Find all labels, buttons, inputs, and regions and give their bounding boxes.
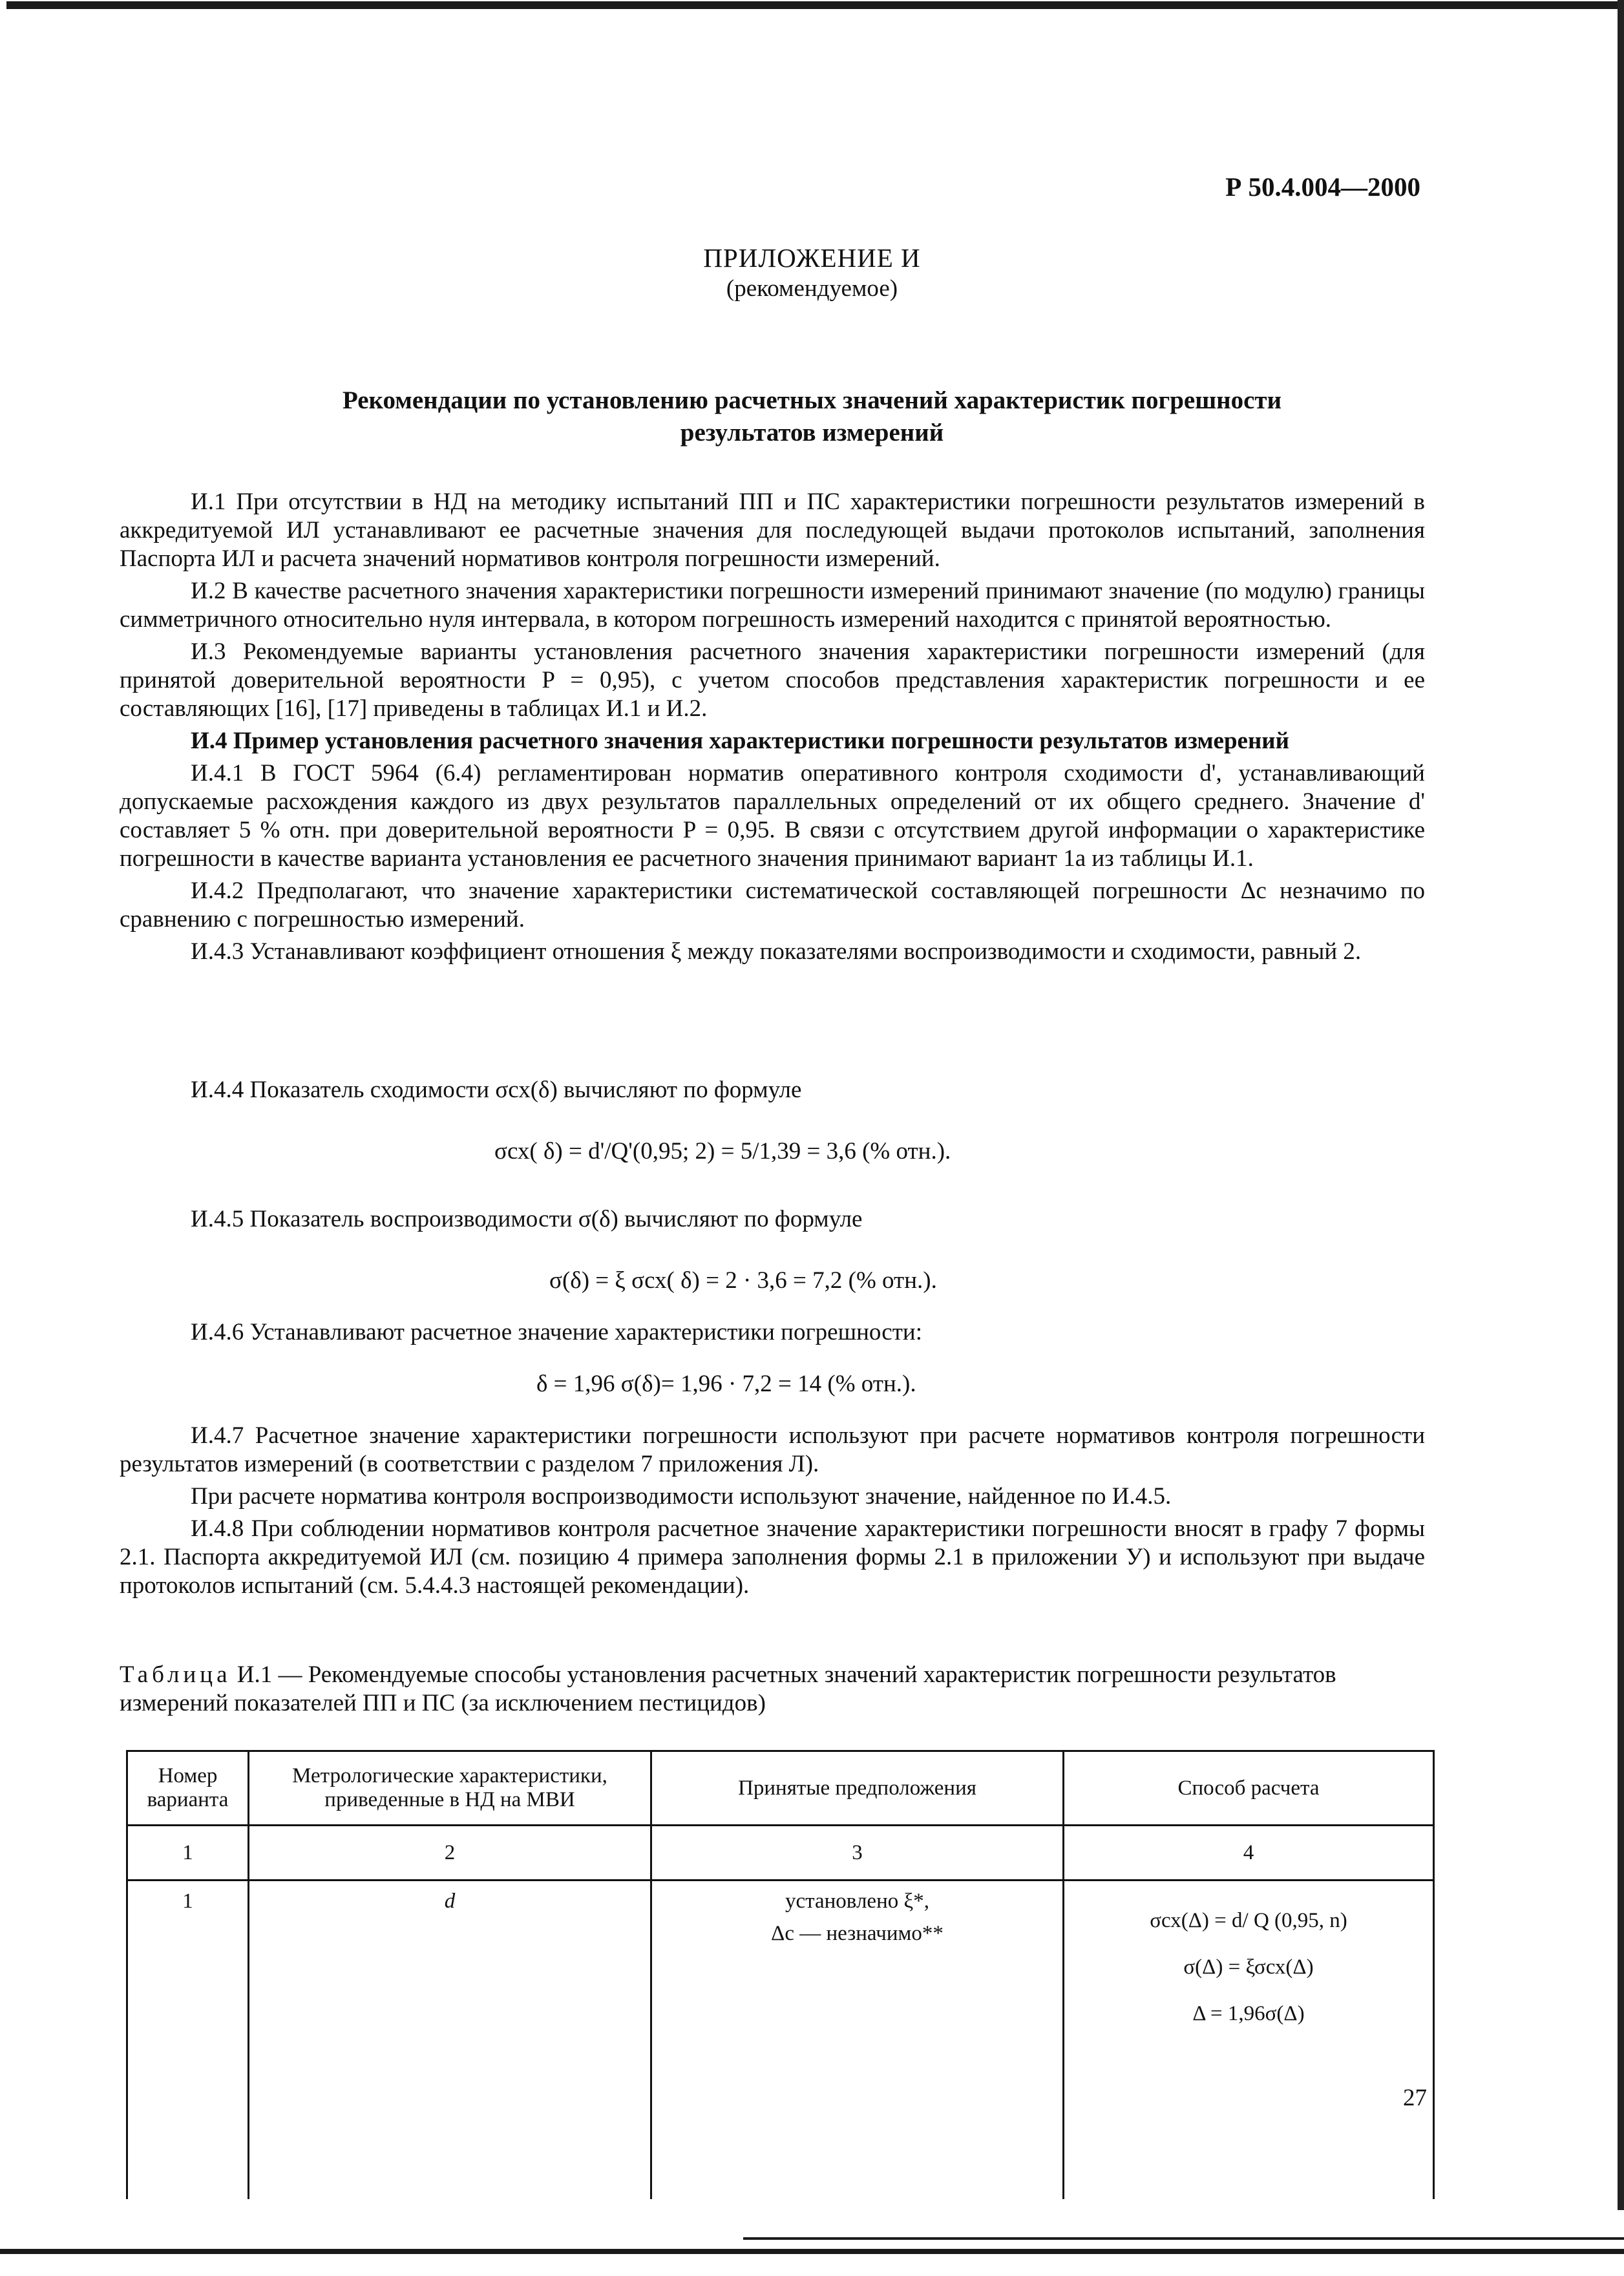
paragraph-i44 [120, 1076, 1425, 1108]
table-header-row [127, 1751, 1434, 1826]
method-formula-3: Δ = 1,96σ(Δ) [1192, 2002, 1305, 2025]
colnum-3: 3 [651, 1826, 1064, 1881]
scan-edge-bottom [0, 2249, 1624, 2254]
heading-line-1: Рекомендации по установлению расчетных значений характеристик погрешности [342, 386, 1282, 414]
paragraph-i3: И.3 Рекомендуемые варианты установления расчетного значения характеристики погрешности измерений (для принятой доверительной вероятности P = 0,95), с учетом способов представления характеристик погрешности и ее составляющих [16], [17] приведены в таблицах И.1 и И.2. [120, 638, 1425, 722]
formula-sigma: σ(δ) = ξ σсх( δ) = 2 · 3,6 = 7,2 (% отн.). [549, 1267, 937, 1294]
scan-edge-bottom-2 [743, 2237, 1624, 2240]
section-heading [0, 385, 1624, 449]
paragraph-i45-text: И.4.5 Показатель воспроизводимости σ(δ) вычисляют по формуле [191, 1206, 863, 1232]
header-assumptions: Принятые предположения [651, 1751, 1064, 1826]
paragraph-i4-title: И.4 Пример установления расчетного значения характеристики погрешности результатов измерений [191, 728, 1289, 754]
cell-characteristic: d [249, 1881, 651, 2200]
cell-variant: 1 [127, 1881, 249, 2200]
paragraph-i2: И.2 В качестве расчетного значения характеристики погрешности измерений принимают значение (по модулю) границы симметричного относительно нуля интервала, в котором погрешность измерений находится с принятой вероятностью. [120, 578, 1425, 633]
paragraph-i47: И.4.7 Расчетное значение характеристики погрешности используют при расчете нормативов контроля погрешности результатов измерений (в соответствии с разделом 7 приложения Л). [120, 1422, 1425, 1477]
paragraph-i47-note: При расчете норматива контроля воспроизводимости используют значение, найденное по И.4.5. [191, 1483, 1172, 1510]
paragraph-i46-text: И.4.6 Устанавливают расчетное значение характеристики погрешности: [191, 1319, 922, 1345]
paragraph-i43: И.4.3 Устанавливают коэффициент отношения ξ между показателями воспроизводимости и сходимости, равный 2. [191, 938, 1362, 965]
scan-edge-top [6, 1, 1624, 9]
page-number: 27 [1403, 2085, 1427, 2111]
document-code: Р 50.4.004—2000 [1225, 172, 1420, 202]
table-i1 [126, 1750, 1435, 2199]
table-caption [120, 1661, 1425, 1718]
paragraph-i1: И.1 При отсутствии в НД на методику испытаний ПП и ПС характеристики погрешности результатов измерений в аккредитуемой ИЛ устанавливают ее расчетные значения для последующей выдачи протоколов испытаний, заполнения Паспорта ИЛ и расчета значений нормативов контроля погрешности измерений. [120, 489, 1425, 572]
paragraph-i46 [120, 1318, 1425, 1351]
formula-sigma-sx: σсх( δ) = d'/Q'(0,95; 2) = 5/1,39 = 3,6 (% отн.). [494, 1138, 951, 1164]
cell-assumptions [651, 1881, 1064, 2200]
scan-edge-right [1618, 0, 1624, 2210]
heading-line-2: результатов измерений [680, 419, 944, 447]
method-formula-1: σсх(Δ) = d/ Q (0,95, n) [1150, 1909, 1347, 1932]
table-caption-text: И.1 — Рекомендуемые способы установления расчетных значений характеристик погрешности результатов измерений показателей ПП и ПС (за исключением пестицидов) [120, 1661, 1336, 1716]
formula-delta: δ = 1,96 σ(δ)= 1,96 · 7,2 = 14 (% отн.). [536, 1371, 916, 1397]
table-caption-label: Таблица [120, 1661, 231, 1688]
colnum-2: 2 [249, 1826, 651, 1881]
paragraph-i44-text: И.4.4 Показатель сходимости σсх(δ) вычисляют по формуле [191, 1077, 802, 1103]
table-row [127, 1881, 1434, 2200]
appendix-subtitle: (рекомендуемое) [726, 275, 898, 302]
body-block-1 [120, 488, 1425, 970]
header-method: Способ расчета [1064, 1751, 1434, 1826]
paragraph-i41: И.4.1 В ГОСТ 5964 (6.4) регламентирован норматив оперативного контроля сходимости d', устанавливающий допускаемые расхождения каждого из двух результатов параллельных определений от их общего среднего. Значение d' составляет 5 % отн. при доверительной вероятности P = 0,95. В связи с отсутствием другой информации о характеристике погрешности в качестве варианта установления ее расчетного значения принимают вариант 1а из таблицы И.1. [120, 760, 1425, 872]
table-colnum-row [127, 1826, 1434, 1881]
paragraph-i48: И.4.8 При соблюдении нормативов контроля расчетное значение характеристики погрешности вносят в графу 7 формы 2.1. Паспорта аккредитуемой ИЛ (см. позицию 4 примера заполнения формы 2.1 в приложении У) и используют при выдаче протоколов испытаний (см. 5.4.4.3 настоящей рекомендации). [120, 1515, 1425, 1599]
assumption-delta-c: Δс — незначимо** [771, 1922, 944, 1945]
header-metrological: Метрологические характеристики, приведенные в НД на МВИ [249, 1751, 651, 1826]
colnum-1: 1 [127, 1826, 249, 1881]
colnum-4: 4 [1064, 1826, 1434, 1881]
appendix-title: ПРИЛОЖЕНИЕ И [703, 243, 921, 273]
cell-method [1064, 1881, 1434, 2200]
assumption-xi: установлено ξ*, [785, 1890, 929, 1913]
body-block-2 [120, 1422, 1425, 1604]
paragraph-i45 [120, 1205, 1425, 1238]
method-formula-2: σ(Δ) = ξσсх(Δ) [1183, 1955, 1314, 1979]
paragraph-i42: И.4.2 Предполагают, что значение характеристики систематической составляющей погрешности Δс незначимо по сравнению с погрешностью измерений. [120, 878, 1425, 933]
header-variant: Номер варианта [127, 1751, 249, 1826]
